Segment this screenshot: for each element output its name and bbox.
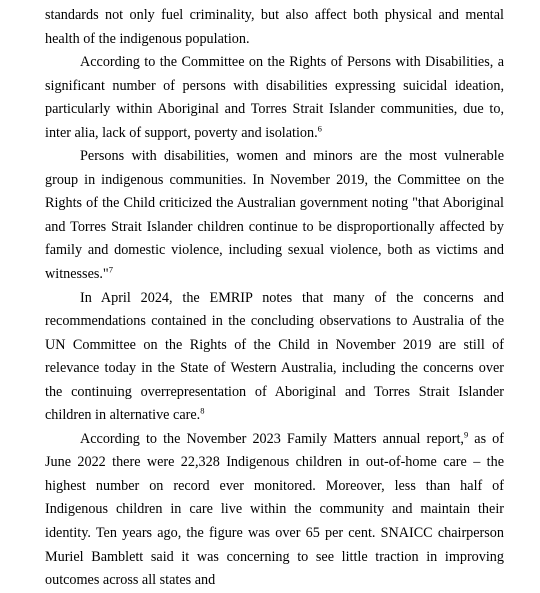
paragraph-text: According to the November 2023 Family Matters annual report, [80,430,464,447]
footnote-marker[interactable]: 7 [108,264,113,275]
paragraph-text: as of June 2022 there were 22,328 Indigenous children in out-of-home care – the highest number on record ever monitored. Moreover, less than half of Indigenous children in care live within the community and maintain their identity. Ten years ago, the figure was over 65 per cent. SNAICC chairperson Muriel Bamblett said it was concerning to see little traction in improving outcomes across all states and [45,430,504,589]
paragraph-text: Persons with disabilities, women and minors are the most vulnerable group in indigenous communities. In November 2019, the Committee on the Rights of the Child criticized the Australian government noting "that Aboriginal and Torres Strait Islander children continue to be disproportionally affected by family and domestic violence, including sexual violence, both as victims and witnesses." [45,148,504,283]
footnote-marker[interactable]: 8 [200,405,205,416]
paragraph-text: In April 2024, the EMRIP notes that many of the concerns and recommendations contained in the concluding observations to Australia of the UN Committee on the Rights of the Child in November 2019 are still of relevance today in the State of Western Australia, including the concerns over the continuing overrepresentation of Aboriginal and Torres Strait Islander children in alternative care. [45,289,504,424]
paragraph-text: According to the Committee on the Rights of Persons with Disabilities, a significant number of persons with disabilities expressing suicidal ideation, particularly within Aboriginal and Torres Strait Islander communities, due to, inter alia, lack of support, poverty and isolation. [45,54,504,141]
paragraph-text: standards not only fuel criminality, but also affect both physical and mental health of the indigenous population. [45,7,504,47]
footnote-marker[interactable]: 9 [463,429,469,440]
paragraph-vulnerable-groups [45,145,504,286]
paragraph-continued [45,4,504,51]
footnote-marker[interactable]: 6 [317,123,322,133]
paragraph-disabilities-committee [45,51,504,145]
document-page [45,4,504,593]
paragraph-family-matters [45,428,504,593]
paragraph-emrip [45,287,504,428]
